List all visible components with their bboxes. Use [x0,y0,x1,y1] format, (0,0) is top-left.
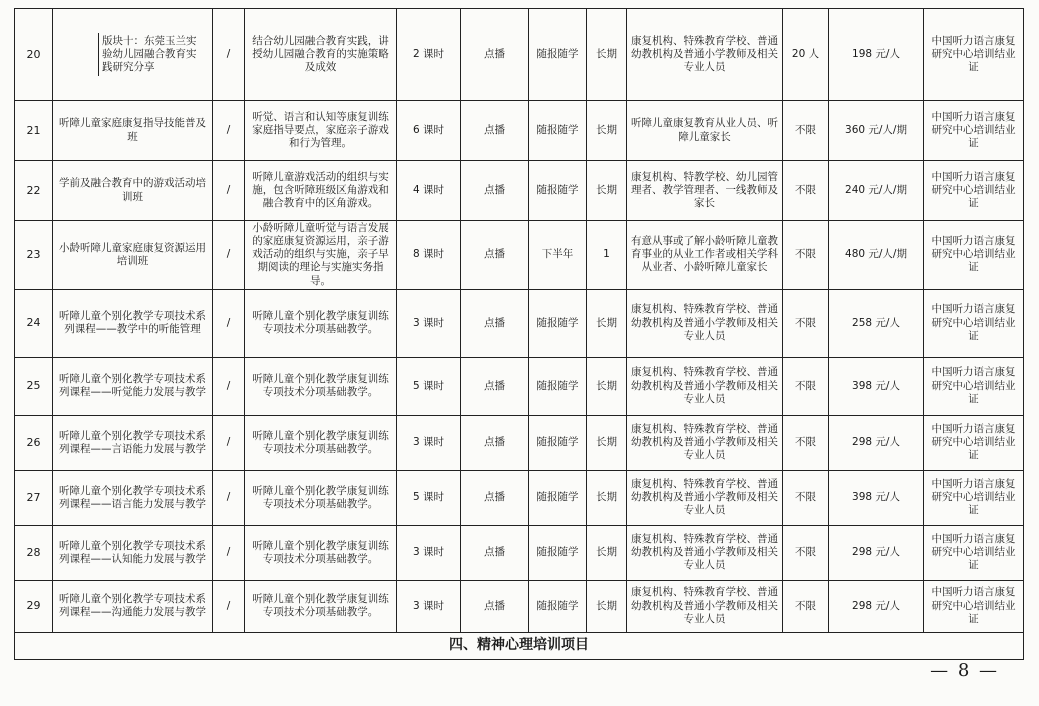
course-mode: 点播 [461,470,529,525]
course-hours: 3 课时 [397,525,461,580]
course-quota: 不限 [783,357,829,415]
course-time: 随报随学 [529,9,587,101]
certificate: 中国听力语言康复研究中心培训结业证 [924,470,1024,525]
course-name: 小龄听障儿童家庭康复资源运用培训班 [53,221,213,290]
course-hours: 4 课时 [397,161,461,221]
course-quota: 不限 [783,470,829,525]
certificate: 中国听力语言康复研究中心培训结业证 [924,580,1024,632]
course-content: 听障儿童个别化教学康复训练专项技术分项基础教学。 [245,470,397,525]
course-name: 听障儿童个别化教学专项技术系列课程——言语能力发展与教学 [53,415,213,470]
course-content: 听障儿童个别化教学康复训练专项技术分项基础教学。 [245,580,397,632]
target-audience: 听障儿童康复教育从业人员、听障儿童家长 [627,101,783,161]
course-period: 长期 [587,101,627,161]
table-row [15,9,1024,101]
course-name-cell [53,9,213,101]
certificate: 中国听力语言康复研究中心培训结业证 [924,415,1024,470]
row-number: 26 [15,415,53,470]
section-row [15,632,1024,659]
course-content: 听障儿童个别化教学康复训练专项技术分项基础教学。 [245,289,397,357]
course-quota: 不限 [783,580,829,632]
course-mode: 点播 [461,525,529,580]
certificate: 中国听力语言康复研究中心培训结业证 [924,161,1024,221]
row-number: 29 [15,580,53,632]
course-quota: 不限 [783,221,829,290]
course-name: 听障儿童家庭康复指导技能普及班 [53,101,213,161]
course-fee: 198 元/人 [829,9,924,101]
table-row [15,221,1024,290]
course-mode: 点播 [461,101,529,161]
course-hours: 3 课时 [397,580,461,632]
target-audience: 有意从事或了解小龄听障儿童教育事业的从业工作者或相关学科从业者、小龄听障儿童家长 [627,221,783,290]
course-fee: 298 元/人 [829,580,924,632]
course-time: 随报随学 [529,580,587,632]
table-row [15,415,1024,470]
page-number: — 8 — [930,660,999,681]
course-mode: 点播 [461,357,529,415]
target-audience: 康复机构、特殊教育学校、普通幼教机构及普通小学教师及相关专业人员 [627,9,783,101]
course-time: 随报随学 [529,470,587,525]
course-period: 长期 [587,415,627,470]
course-hours: 3 课时 [397,415,461,470]
certificate: 中国听力语言康复研究中心培训结业证 [924,525,1024,580]
course-content: 听障儿童个别化教学康复训练专项技术分项基础教学。 [245,415,397,470]
table-row [15,161,1024,221]
row-number: 22 [15,161,53,221]
course-name: 版块十：东莞玉兰实验幼儿园融合教育实践研究分享 [102,34,197,74]
table-row [15,470,1024,525]
target-audience: 康复机构、特殊教育学校、普通幼教机构及普通小学教师及相关专业人员 [627,580,783,632]
course-mode: 点播 [461,580,529,632]
row-number: 20 [15,9,53,101]
course-name: 听障儿童个别化教学专项技术系列课程——沟通能力发展与教学 [53,580,213,632]
course-period: 长期 [587,470,627,525]
certificate: 中国听力语言康复研究中心培训结业证 [924,289,1024,357]
slash-cell: / [213,101,245,161]
course-period: 1 [587,221,627,290]
course-content: 结合幼儿园融合教育实践，讲授幼儿园融合教育的实施策略及成效 [245,9,397,101]
section-title: 四、精神心理培训项目 [15,632,1024,659]
table-row [15,101,1024,161]
table-row [15,580,1024,632]
slash-cell: / [213,580,245,632]
slash-cell: / [213,415,245,470]
certificate: 中国听力语言康复研究中心培训结业证 [924,221,1024,290]
course-mode: 点播 [461,9,529,101]
course-fee: 298 元/人 [829,525,924,580]
target-audience: 康复机构、特殊教育学校、普通幼教机构及普通小学教师及相关专业人员 [627,289,783,357]
course-time: 随报随学 [529,101,587,161]
slash-cell: / [213,357,245,415]
target-audience: 康复机构、特殊教育学校、普通幼教机构及普通小学教师及相关专业人员 [627,415,783,470]
slash-cell: / [213,9,245,101]
course-period: 长期 [587,289,627,357]
course-time: 随报随学 [529,161,587,221]
course-period: 长期 [587,9,627,101]
course-content: 听障儿童个别化教学康复训练专项技术分项基础教学。 [245,525,397,580]
course-fee: 298 元/人 [829,415,924,470]
course-fee: 360 元/人/期 [829,101,924,161]
course-mode: 点播 [461,221,529,290]
target-audience: 康复机构、特教学校、幼儿园管理者、教学管理者、一线教师及家长 [627,161,783,221]
course-content: 听障儿童游戏活动的组织与实施，包含听障班级区角游戏和融合教育中的区角游戏。 [245,161,397,221]
course-period: 长期 [587,525,627,580]
row-number: 27 [15,470,53,525]
course-quota: 不限 [783,415,829,470]
row-number: 25 [15,357,53,415]
course-period: 长期 [587,357,627,415]
course-time: 随报随学 [529,525,587,580]
target-audience: 康复机构、特殊教育学校、普通幼教机构及普通小学教师及相关专业人员 [627,525,783,580]
course-name: 听障儿童个别化教学专项技术系列课程——认知能力发展与教学 [53,525,213,580]
course-time: 随报随学 [529,415,587,470]
slash-cell: / [213,289,245,357]
course-fee: 258 元/人 [829,289,924,357]
course-time: 下半年 [529,221,587,290]
course-quota: 不限 [783,525,829,580]
course-quota: 不限 [783,289,829,357]
table-row [15,357,1024,415]
row-number: 24 [15,289,53,357]
course-hours: 6 课时 [397,101,461,161]
course-fee: 480 元/人/期 [829,221,924,290]
blank-subcell [56,33,99,76]
course-name: 听障儿童个别化教学专项技术系列课程——听觉能力发展与教学 [53,357,213,415]
course-period: 长期 [587,161,627,221]
table-row [15,289,1024,357]
slash-cell: / [213,470,245,525]
course-mode: 点播 [461,161,529,221]
target-audience: 康复机构、特殊教育学校、普通幼教机构及普通小学教师及相关专业人员 [627,470,783,525]
row-number: 21 [15,101,53,161]
course-content: 听障儿童个别化教学康复训练专项技术分项基础教学。 [245,357,397,415]
row-number: 28 [15,525,53,580]
course-content: 听觉、语言和认知等康复训练家庭指导要点，家庭亲子游戏和行为管理。 [245,101,397,161]
table-row [15,525,1024,580]
course-time: 随报随学 [529,289,587,357]
course-name: 听障儿童个别化教学专项技术系列课程——教学中的听能管理 [53,289,213,357]
course-quota: 20 人 [783,9,829,101]
course-hours: 3 课时 [397,289,461,357]
certificate: 中国听力语言康复研究中心培训结业证 [924,9,1024,101]
course-fee: 398 元/人 [829,357,924,415]
slash-cell: / [213,161,245,221]
slash-cell: / [213,221,245,290]
course-table [14,8,1024,660]
course-time: 随报随学 [529,357,587,415]
course-content: 小龄听障儿童听觉与语言发展的家庭康复资源运用，亲子游戏活动的组织与实施，亲子早期阅读的理论与实施实务指导。 [245,221,397,290]
course-mode: 点播 [461,415,529,470]
certificate: 中国听力语言康复研究中心培训结业证 [924,357,1024,415]
row-number: 23 [15,221,53,290]
course-quota: 不限 [783,161,829,221]
course-hours: 5 课时 [397,470,461,525]
certificate: 中国听力语言康复研究中心培训结业证 [924,101,1024,161]
course-fee: 398 元/人 [829,470,924,525]
course-fee: 240 元/人/期 [829,161,924,221]
slash-cell: / [213,525,245,580]
course-quota: 不限 [783,101,829,161]
course-hours: 8 课时 [397,221,461,290]
course-mode: 点播 [461,289,529,357]
course-name: 听障儿童个别化教学专项技术系列课程——语言能力发展与教学 [53,470,213,525]
course-name: 学前及融合教育中的游戏活动培训班 [53,161,213,221]
target-audience: 康复机构、特殊教育学校、普通幼教机构及普通小学教师及相关专业人员 [627,357,783,415]
course-period: 长期 [587,580,627,632]
course-hours: 2 课时 [397,9,461,101]
course-hours: 5 课时 [397,357,461,415]
